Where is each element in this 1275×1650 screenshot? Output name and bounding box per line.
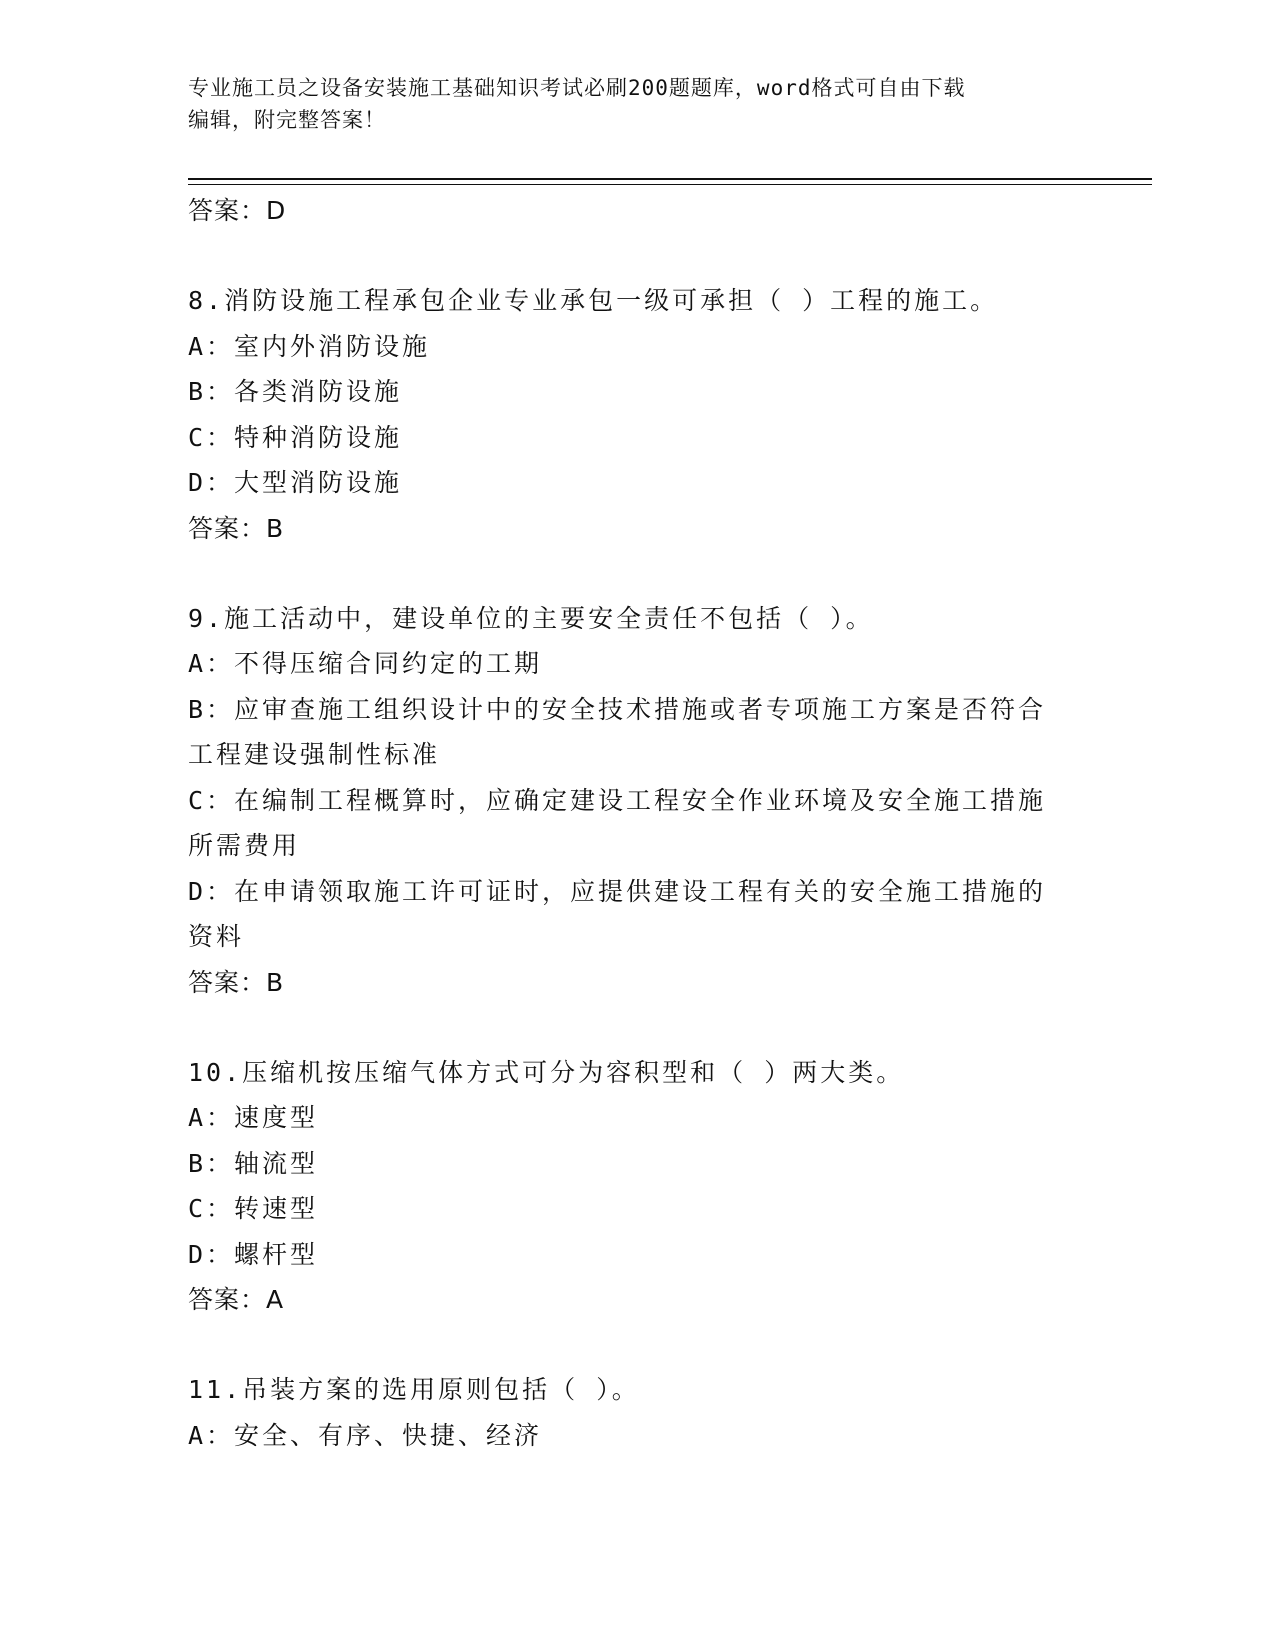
question-spacer — [188, 1323, 1088, 1367]
answer-option — [188, 1413, 1088, 1459]
answer-line: 答案：B — [188, 967, 285, 997]
question-block — [188, 1050, 1088, 1324]
header-line-1: 专业施工员之设备安装施工基础知识考试必刷200题题库，word格式可自由下载 — [188, 76, 966, 100]
question-spacer — [188, 234, 1088, 278]
question-spacer — [188, 1006, 1088, 1050]
answer-option-line: D：大型消防设施 — [188, 468, 403, 497]
question-block — [188, 278, 1088, 552]
answer-option — [188, 1141, 1088, 1187]
answer-option — [188, 460, 1088, 506]
answer-option — [188, 869, 1088, 960]
answer-line: 答案：D — [188, 196, 287, 225]
question-block — [188, 1367, 1088, 1458]
answer-option-line: A：不得压缩合同约定的工期 — [188, 649, 543, 678]
answer-option — [188, 324, 1088, 370]
question-stem: 10.压缩机按压缩气体方式可分为容积型和（ ）两大类。 — [188, 1057, 905, 1087]
answer-option-line: 工程建设强制性标准 — [188, 740, 441, 769]
answer-option-line: C：特种消防设施 — [188, 422, 403, 452]
question-stem: 8.消防设施工程承包企业专业承包一级可承担（ ）工程的施工。 — [188, 286, 999, 315]
answer-option — [188, 778, 1088, 869]
answer-option — [188, 1095, 1088, 1141]
answer-option-line: 资料 — [188, 922, 245, 951]
answer-option-line: C：在编制工程概算时，应确定建设工程安全作业环境及安全施工措施 — [188, 785, 1047, 815]
question-block — [188, 596, 1088, 1006]
answer-option — [188, 641, 1088, 687]
answer-option — [188, 1232, 1088, 1278]
answer-option-line: C：转速型 — [188, 1194, 319, 1223]
header-divider-thick — [188, 178, 1152, 180]
answer-option-line: A：速度型 — [188, 1103, 319, 1132]
answer-option-line: A：室内外消防设施 — [188, 331, 431, 361]
question-list — [188, 188, 1088, 1458]
question-stem: 11.吊装方案的选用原则包括（ ）。 — [188, 1375, 640, 1404]
answer-option-line: 所需费用 — [188, 831, 301, 860]
answer-option-line: A：安全、有序、快捷、经济 — [188, 1420, 543, 1450]
question-stem: 9.施工活动中，建设单位的主要安全责任不包括（ ）。 — [188, 603, 874, 633]
answer-option — [188, 415, 1088, 461]
answer-option-line: D：在申请领取施工许可证时，应提供建设工程有关的安全施工措施的 — [188, 876, 1047, 906]
answer-option — [188, 369, 1088, 415]
answer-option-line: B：轴流型 — [188, 1148, 319, 1178]
header-line-2: 编辑，附完整答案！ — [188, 108, 386, 132]
answer-line: 答案：B — [188, 513, 285, 543]
question-spacer — [188, 552, 1088, 596]
answer-option-line: D：螺杆型 — [188, 1239, 319, 1269]
header-divider-thin — [188, 184, 1152, 185]
answer-option-line: B：应审查施工组织设计中的安全技术措施或者专项施工方案是否符合 — [188, 694, 1047, 724]
answer-line: 答案：A — [188, 1285, 285, 1314]
answer-option-line: B：各类消防设施 — [188, 377, 403, 406]
answer-option — [188, 1186, 1088, 1232]
answer-option — [188, 687, 1088, 778]
page-header — [188, 72, 1088, 136]
